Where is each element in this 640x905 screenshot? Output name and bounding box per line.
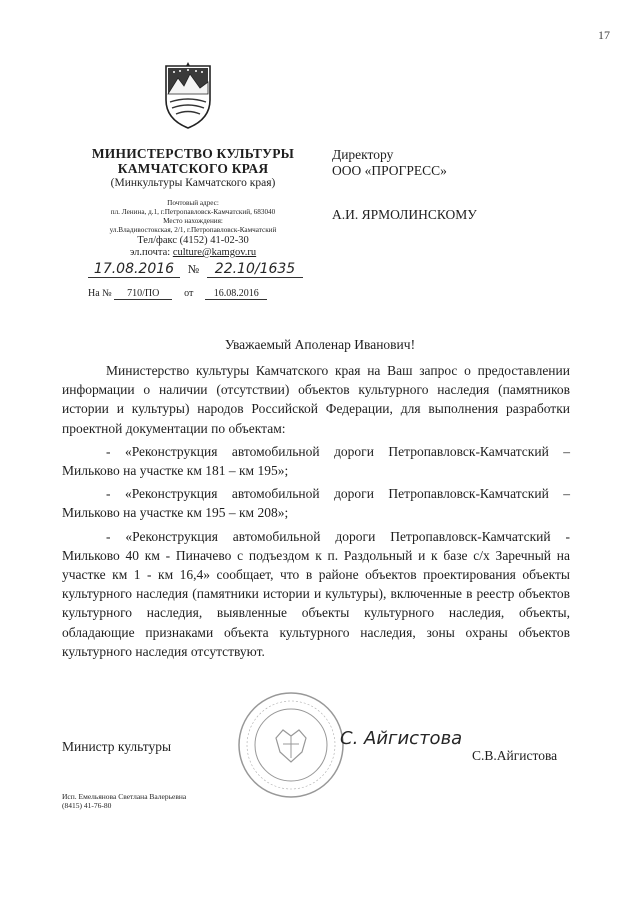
recipient-title-line2: ООО «ПРОГРЕСС»: [332, 163, 447, 178]
number-sign: №: [187, 262, 200, 276]
email-label: эл.почта:: [129, 247, 171, 258]
email-line: [60, 247, 326, 259]
kamchatka-emblem-icon: [162, 62, 214, 130]
ref-date: 16.08.2016: [205, 288, 267, 300]
phone: Тел/факс (4152) 41-02-30: [137, 235, 249, 246]
signature-position: Министр культуры: [62, 739, 172, 754]
body-item: - «Реконструкция автомобильной дороги Петропавловск-Камчатский – Мильково на участке км 181 – км 195»;: [62, 443, 570, 479]
letter-body: [62, 361, 570, 661]
ministry-name-line1: МИНИСТЕРСТВО КУЛЬТУРЫ: [91, 146, 295, 161]
ref-prefix: На №: [88, 288, 112, 299]
email-link[interactable]: culture@kamgov.ru: [172, 247, 257, 258]
ministry-short-name: (Минкультуры Камчатского края): [110, 177, 276, 189]
recipient-title: [332, 147, 447, 179]
recipient-name: А.И. ЯРМОЛИНСКОМУ: [332, 207, 477, 222]
registration-date: 17.08.2016: [88, 261, 180, 278]
signature-name: С.В.Айгистова: [472, 748, 558, 763]
ref-number: 710/ПО: [114, 288, 172, 300]
executor-info: [62, 792, 186, 810]
handwritten-signature: С. Айгистова: [340, 728, 463, 749]
executor-name: Исп. Емельянова Светлана Валерьевна: [62, 792, 187, 801]
location-address: ул.Владивостокская, 2/1, г.Петропавловск-Камчатский: [109, 226, 277, 234]
official-seal-icon: [236, 690, 346, 800]
postal-label: Почтовый адрес:: [167, 199, 219, 207]
registration-number: 22.10/1635: [207, 261, 303, 278]
body-item: - «Реконструкция автомобильной дороги Петропавловск-Камчатский - Мильково 40 км - Пиначево с подъездом к п. Раздольный и к базе с/х Заречный на участке км 1 - км 16,4» сообщает, что в районе объектов проектирования объекты культурного наследия (памятники истории и культуры), включенные в реестр объектов культурного наследия, выявленные объекты культурного наследия, объекты, обладающие признаками объекта культурного наследия, зоны охраны объектов культурного наследия отсутствуют.: [62, 528, 570, 659]
body-intro: Министерство культуры Камчатского края на Ваш запрос о предоставлении информации о наличии (отсутствии) объектов культурного наследия (памятников истории и культуры) народов Российской Федерации, для выполнения разработки проектной документации по объектам:: [62, 363, 570, 436]
reference-row: [88, 288, 267, 300]
body-item: - «Реконструкция автомобильной дороги Петропавловск-Камчатский – Мильково на участке км 195 – км 208»;: [62, 486, 570, 521]
ref-date-prefix: от: [184, 288, 194, 299]
ministry-address-block: [60, 199, 326, 259]
recipient-title-line1: Директору: [332, 147, 394, 162]
salutation: Уважаемый Аполенар Иванович!: [224, 337, 416, 352]
executor-phone: (8415) 41-76-80: [62, 801, 112, 810]
postal-address: пл. Ленина, д.1, г.Петропавловск-Камчатский, 683040: [110, 208, 276, 216]
ministry-name-line2: КАМЧАТСКОГО КРАЯ: [117, 161, 269, 176]
ministry-name: [60, 146, 326, 176]
registration-row: [88, 261, 303, 278]
page-number: 17: [598, 28, 610, 42]
location-label: Место нахождения:: [163, 217, 223, 225]
